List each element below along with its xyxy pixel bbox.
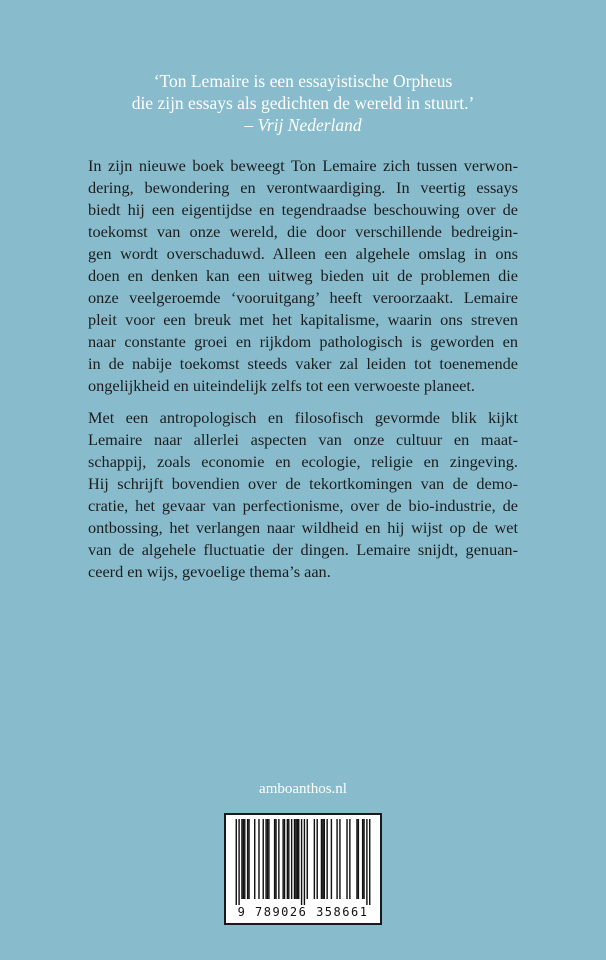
barcode-bar — [301, 819, 302, 905]
publisher-website: amboanthos.nl — [259, 781, 347, 797]
review-quote — [40, 70, 566, 136]
isbn-barcode — [224, 813, 382, 925]
text-line: Lemaire naar allerlei aspecten van onze cultuur en maat- — [88, 430, 518, 449]
barcode-bar — [366, 819, 367, 905]
barcode-bar — [324, 819, 325, 899]
barcode-bar — [263, 819, 264, 899]
barcode-bar — [254, 819, 255, 899]
barcode-bar — [248, 819, 249, 899]
barcode-bar — [284, 819, 285, 899]
text-line: Hij schrijft bovendien over de tekortkomingen van de demo- — [88, 474, 518, 493]
barcode-bar — [287, 819, 288, 899]
barcode-bar — [298, 819, 299, 899]
barcode-bar — [336, 819, 337, 899]
barcode-bar — [358, 819, 359, 899]
barcode-bar — [243, 819, 244, 899]
quote-source: – Vrij Nederland — [244, 115, 362, 135]
barcode-bar — [322, 819, 323, 899]
text-line: naar constante groei en rijkdom pathologisch is geworden en — [88, 332, 518, 351]
barcode-bar — [236, 819, 237, 905]
text-line: schappij, zoals economie en ecologie, religie en zingeving. — [88, 452, 518, 471]
barcode-bar — [314, 819, 315, 899]
text-line: onze veelgeroemde ‘vooruitgang’ heeft veroorzaakt. Lemaire — [88, 288, 518, 307]
text-line: cratie, het gevaar van perfectionisme, over de bio-industrie, de — [88, 496, 518, 515]
barcode-bar — [282, 819, 283, 899]
barcode-bar — [349, 819, 350, 899]
text-line: gen wordt overschaduwd. Alleen een algehele omslag in ons — [88, 244, 518, 263]
barcode-bar — [307, 819, 308, 899]
barcode-bar — [258, 819, 259, 899]
barcode-bar — [291, 819, 292, 899]
barcode-bar — [241, 819, 242, 899]
text-line: ceerd en wijs, gevoelige thema’s aan. — [88, 562, 331, 581]
barcode-bar — [326, 819, 327, 899]
barcode-bars — [232, 819, 374, 905]
barcode-bar — [363, 819, 364, 899]
barcode-bar — [267, 819, 268, 899]
text-line: dering, bewondering en verontwaardiging. In veertig essays — [88, 178, 518, 197]
barcode-bar — [346, 819, 347, 899]
text-line: ongelijkheid en uiteindelijk zelfs tot een verwoeste planeet. — [88, 376, 475, 395]
barcode-bar — [278, 819, 279, 899]
barcode-bar — [304, 819, 305, 905]
text-line: van de algehele fluctuatie der dingen. Lemaire snijdt, genuan- — [88, 540, 518, 559]
blurb-paragraph-1 — [88, 155, 518, 397]
text-line: doen en denken kan een uitweg bieden uit de problemen die — [88, 266, 518, 285]
barcode-bar — [244, 819, 245, 899]
barcode-bar — [331, 819, 332, 899]
barcode-bar — [316, 819, 317, 899]
text-line: in de nabije toekomst steeds vaker zal leiden tot toenemende — [88, 354, 518, 373]
text-line: ontbossing, het verlangen naar wildheid en hij wijst op de wet — [88, 518, 518, 537]
barcode-bar — [238, 819, 239, 905]
barcode-bar — [268, 819, 269, 899]
barcode-bar — [362, 819, 363, 899]
barcode-bar — [321, 819, 322, 899]
text-line: toekomst van onze wereld, die door verschillende bedreigin- — [88, 222, 518, 241]
barcode-bar — [295, 819, 296, 899]
quote-line-1: ‘Ton Lemaire is een essayistische Orpheus — [153, 71, 453, 91]
barcode-bar — [275, 819, 276, 899]
barcode-bar — [288, 819, 289, 899]
text-line: In zijn nieuwe boek beweegt Ton Lemaire zich tussen verwon- — [88, 156, 518, 175]
text-line: Met een antropologisch en filosofisch gevormde blik kijkt — [88, 408, 518, 427]
barcode-bar — [294, 819, 295, 899]
barcode-bar — [339, 819, 340, 899]
barcode-bar — [297, 819, 298, 899]
barcode-bar — [274, 819, 275, 899]
barcode-bar — [369, 819, 370, 905]
blurb-paragraph-2 — [88, 407, 518, 583]
text-line: biedt hij een eigentijdse en tegendraadse beschouwing over de — [88, 200, 518, 219]
text-line: pleit voor een breuk met het kapitalisme, waarin ons streven — [88, 310, 518, 329]
barcode-bar — [265, 819, 266, 899]
barcode-bar — [356, 819, 357, 899]
isbn-number: 9 789026 358661 — [237, 905, 369, 919]
quote-line-2: die zijn essays als gedichten de wereld in stuurt.’ — [131, 93, 475, 113]
barcode-bar — [247, 819, 248, 899]
